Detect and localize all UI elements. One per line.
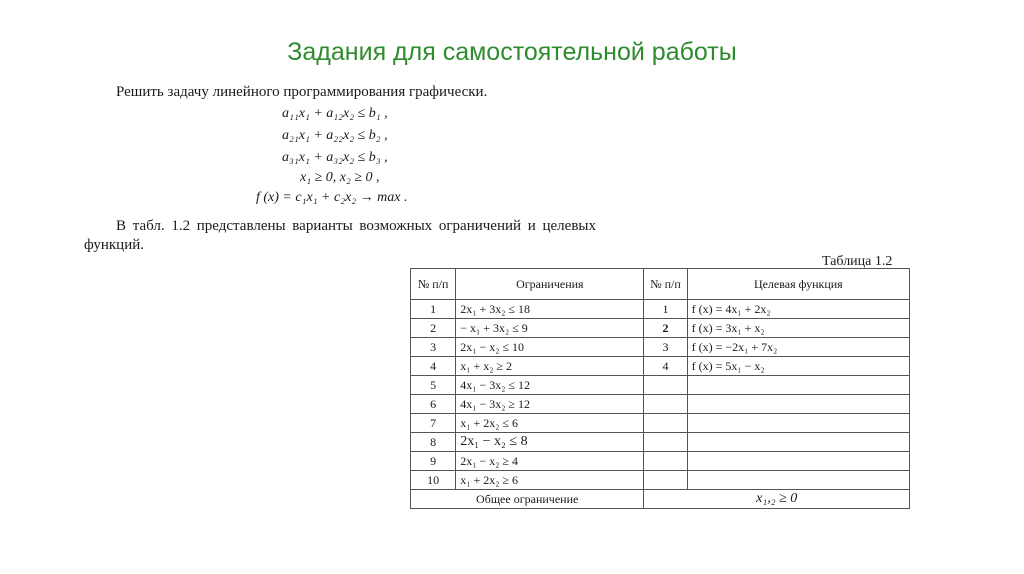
general-constraint-label: Общее ограничение xyxy=(411,490,644,509)
objective-number xyxy=(644,376,687,395)
objective-number xyxy=(644,452,687,471)
objective-cell xyxy=(687,395,909,414)
table-row xyxy=(411,452,910,471)
constraint-cell: 4x₁ − 3x₂ ≤ 12 xyxy=(456,376,644,395)
table-caption: Таблица 1.2 xyxy=(822,254,893,269)
table-row xyxy=(411,395,910,414)
table-body xyxy=(411,300,910,509)
constraint-cell: − x₁ + 3x₂ ≤ 9 xyxy=(456,319,644,338)
objective-number: 4 xyxy=(644,357,687,376)
header-num2: № п/п xyxy=(644,269,687,300)
row-number: 7 xyxy=(411,414,456,433)
constraint-cell: 4x₁ − 3x₂ ≥ 12 xyxy=(456,395,644,414)
objective-cell xyxy=(687,414,909,433)
row-number: 3 xyxy=(411,338,456,357)
objective-cell: f (x) = −2x₁ + 7x₂ xyxy=(687,338,909,357)
table-row xyxy=(411,338,910,357)
table-row xyxy=(411,300,910,319)
task-statement: Решить задачу линейного программирования графически. xyxy=(116,84,488,100)
general-constraint-row xyxy=(411,490,910,509)
objective-cell: f (x) = 4x₁ + 2x₂ xyxy=(687,300,909,319)
row-number: 5 xyxy=(411,376,456,395)
row-number: 6 xyxy=(411,395,456,414)
objective-number xyxy=(644,433,687,452)
row-number: 8 xyxy=(411,433,456,452)
table-row xyxy=(411,376,910,395)
constraint-3: a₃₁x₁ + a₃₂x₂ ≤ b₃ , xyxy=(282,150,388,165)
table-row xyxy=(411,319,910,338)
table-row xyxy=(411,414,910,433)
header-objective: Целевая функция xyxy=(687,269,909,300)
objective-cell xyxy=(687,452,909,471)
table-description xyxy=(84,217,596,255)
constraint-cell: 2x₁ + 3x₂ ≤ 18 xyxy=(456,300,644,319)
constraint-cell: x₁ + 2x₂ ≥ 6 xyxy=(456,471,644,490)
objective-function: f (x) = c₁x₁ + c₂x₂ → max . xyxy=(256,190,408,205)
variants-table xyxy=(410,268,910,509)
objective-cell xyxy=(687,376,909,395)
constraint-1: a₁₁x₁ + a₁₂x₂ ≤ b₁ , xyxy=(282,106,388,121)
objective-cell xyxy=(687,433,909,452)
table-header-row xyxy=(411,269,910,300)
row-number: 2 xyxy=(411,319,456,338)
table-row xyxy=(411,471,910,490)
objective-number xyxy=(644,395,687,414)
objective-cell: f (x) = 5x₁ − x₂ xyxy=(687,357,909,376)
objective-cell: f (x) = 3x₁ + x₂ xyxy=(687,319,909,338)
constraint-cell: 2x₁ − x₂ ≥ 4 xyxy=(456,452,644,471)
constraint-cell: x₁ + x₂ ≥ 2 xyxy=(456,357,644,376)
nonnegativity-constraint: x₁ ≥ 0, x₂ ≥ 0 , xyxy=(300,170,380,185)
header-num: № п/п xyxy=(411,269,456,300)
row-number: 1 xyxy=(411,300,456,319)
constraint-cell: 2x₁ − x₂ ≤ 8 xyxy=(456,433,644,452)
header-constraints: Ограничения xyxy=(456,269,644,300)
row-number: 4 xyxy=(411,357,456,376)
objective-cell xyxy=(687,471,909,490)
row-number: 10 xyxy=(411,471,456,490)
slide-title: Задания для самостоятельной работы xyxy=(287,38,737,66)
constraint-cell: 2x₁ − x₂ ≤ 10 xyxy=(456,338,644,357)
objective-number: 3 xyxy=(644,338,687,357)
objective-number xyxy=(644,471,687,490)
general-constraint-value: x₁,₂ ≥ 0 xyxy=(644,490,910,509)
objective-number xyxy=(644,414,687,433)
table-row xyxy=(411,433,910,452)
objective-number: 1 xyxy=(644,300,687,319)
table-row xyxy=(411,357,910,376)
constraint-cell: x₁ + 2x₂ ≤ 6 xyxy=(456,414,644,433)
row-number: 9 xyxy=(411,452,456,471)
constraint-2: a₂₁x₁ + a₂₂x₂ ≤ b₂ , xyxy=(282,128,388,143)
table-description-text: В табл. 1.2 представлены варианты возможных ограничений и целевых функций. xyxy=(84,218,596,253)
objective-number: 2 xyxy=(644,319,687,338)
